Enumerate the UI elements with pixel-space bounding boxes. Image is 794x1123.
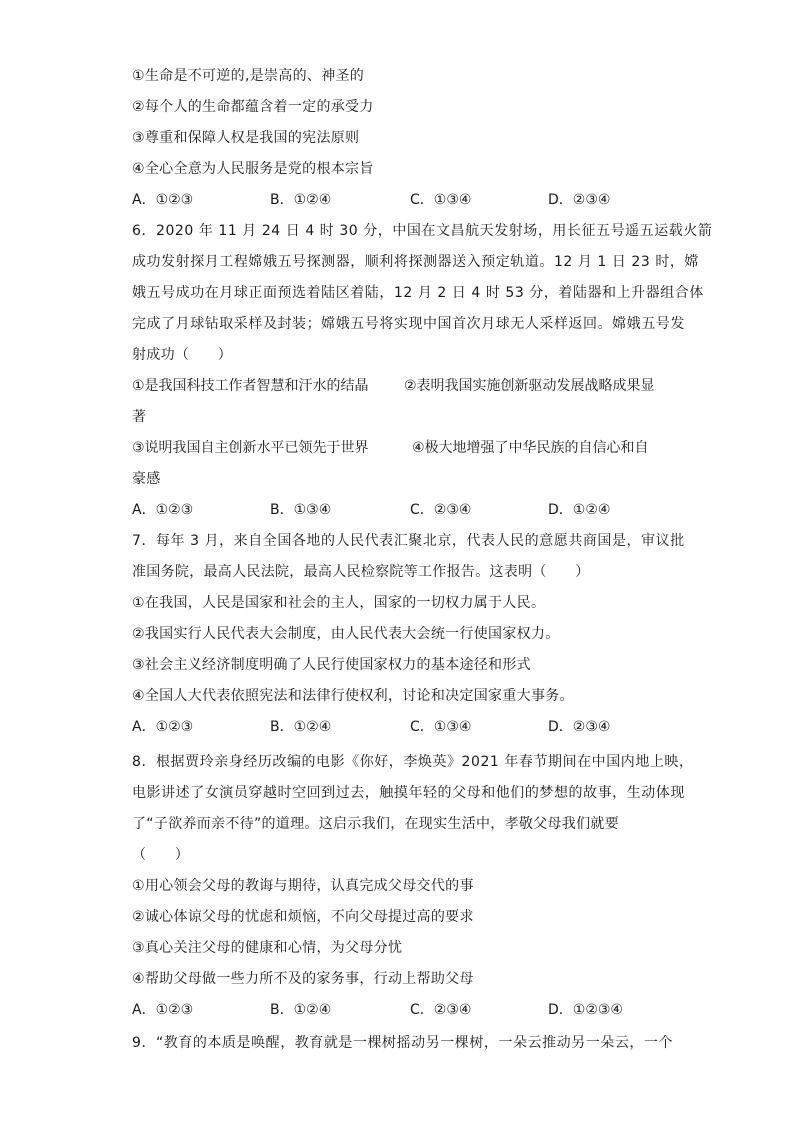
q5-option-2: ②每个人的生命都蕴含着一定的承受力 [132, 99, 374, 115]
q8-choice-c: C．②③④ [410, 1002, 472, 1018]
q8-option-3: ③真心关注父母的健康和心情，为父母分忧 [132, 940, 403, 956]
q8-choice-a: A．①②③ [132, 1002, 194, 1018]
q7-choice-b: B．①②④ [270, 719, 332, 735]
q6-option-2-continued: 著 [132, 409, 147, 425]
q7-option-1: ①在我国，人民是国家和社会的主人，国家的一切权力属于人民。 [132, 595, 546, 611]
q5-option-4: ④全心全意为人民服务是党的根本宗旨 [132, 161, 374, 177]
q6-option-3: ③说明我国自主创新水平已领先于世界 [132, 440, 369, 456]
q8-stem-line-3: 了“子欲养而亲不待”的道理。这启示我们，在现实生活中，孝敬父母我们就要 [132, 816, 620, 832]
q8-option-4: ④帮助父母做一些力所不及的家务事，行动上帮助父母 [132, 971, 474, 987]
q6-choice-d: D．①②④ [548, 502, 611, 518]
q8-stem-line-2: 电影讲述了女演员穿越时空回到过去，触摸年轻的父母和他们的梦想的故事，生动体现 [132, 785, 685, 801]
q6-choice-b: B．①③④ [270, 502, 332, 518]
q6-stem-line-3: 娥五号成功在月球正面预选着陆区着陆，12 月 2 日 4 时 53 分，着陆器和上升器组合体 [132, 285, 704, 301]
q5-choice-b: B．①②④ [270, 192, 332, 208]
q5-choice-c: C．①③④ [410, 192, 472, 208]
q8-stem-line-4: （ ） [132, 847, 190, 863]
q7-stem-line-1: 7．每年 3 月，来自全国各地的人民代表汇聚北京，代表人民的意愿共商国是，审议批 [132, 533, 685, 549]
q7-choice-a: A．①②③ [132, 719, 194, 735]
q5-answer-choices [132, 190, 652, 210]
q7-option-4: ④全国人大代表依照宪法和法律行使权利，讨论和决定国家重大事务。 [132, 688, 574, 704]
q6-choice-a: A．①②③ [132, 502, 194, 518]
q6-choice-c: C．②③④ [410, 502, 472, 518]
q6-option-1: ①是我国科技工作者智慧和汗水的结晶 [132, 378, 369, 394]
q6-stem-line-2: 成功发射探月工程嫦娥五号探测器，顺利将探测器送入预定轨道。12 月 1 日 23 时，嫦 [132, 254, 699, 270]
q7-choice-c: C．①③④ [410, 719, 472, 735]
q7-answer-choices [132, 717, 652, 737]
q8-stem-line-1: 8．根据贾玲亲身经历改编的电影《你好，李焕英》2021 年春节期间在中国内地上映， [132, 754, 694, 770]
q6-option-4-continued: 豪感 [132, 471, 161, 487]
q6-options-row-2 [132, 438, 672, 458]
q6-stem-line-5: 射成功（ ） [132, 347, 233, 363]
q7-choice-d: D．②③④ [548, 719, 611, 735]
q5-choice-a: A．①②③ [132, 192, 194, 208]
q6-option-2: ②表明我国实施创新驱动发展战略成果显 [404, 378, 655, 394]
q5-choice-d: D．②③④ [548, 192, 611, 208]
q8-choice-b: B．①②④ [270, 1002, 332, 1018]
q8-choice-d: D．①②③④ [548, 1002, 623, 1018]
q7-stem-line-2: 准国务院，最高人民法院，最高人民检察院等工作报告。这表明（ ） [132, 564, 590, 580]
q6-stem-line-1: 6．2020 年 11 月 24 日 4 时 30 分，中国在文昌航天发射场，用长征五号遥五运载火箭 [132, 223, 713, 239]
q5-option-1: ①生命是不可逆的,是崇高的、神圣的 [132, 68, 365, 84]
q7-option-2: ②我国实行人民代表大会制度，由人民代表大会统一行使国家权力。 [132, 626, 560, 642]
q9-stem-line-1: 9．“教育的本质是唤醒，教育就是一棵树摇动另一棵树，一朵云推动另一朵云，一个 [132, 1035, 674, 1051]
q6-stem-line-4: 完成了月球钻取采样及封装；嫦娥五号将实现中国首次月球无人采样返回。嫦娥五号发 [132, 316, 685, 332]
q8-answer-choices [132, 1000, 652, 1020]
q8-option-1: ①用心领会父母的教诲与期待，认真完成父母交代的事 [132, 878, 474, 894]
q7-option-3: ③社会主义经济制度明确了人民行使国家权力的基本途径和形式 [132, 657, 531, 673]
q6-answer-choices [132, 500, 652, 520]
q6-option-4: ④极大地增强了中华民族的自信心和自 [412, 440, 649, 456]
q5-option-3: ③尊重和保障人权是我国的宪法原则 [132, 130, 360, 146]
q6-options-row-1 [132, 376, 672, 396]
q8-option-2: ②诚心体谅父母的忧虑和烦恼，不向父母提过高的要求 [132, 909, 474, 925]
